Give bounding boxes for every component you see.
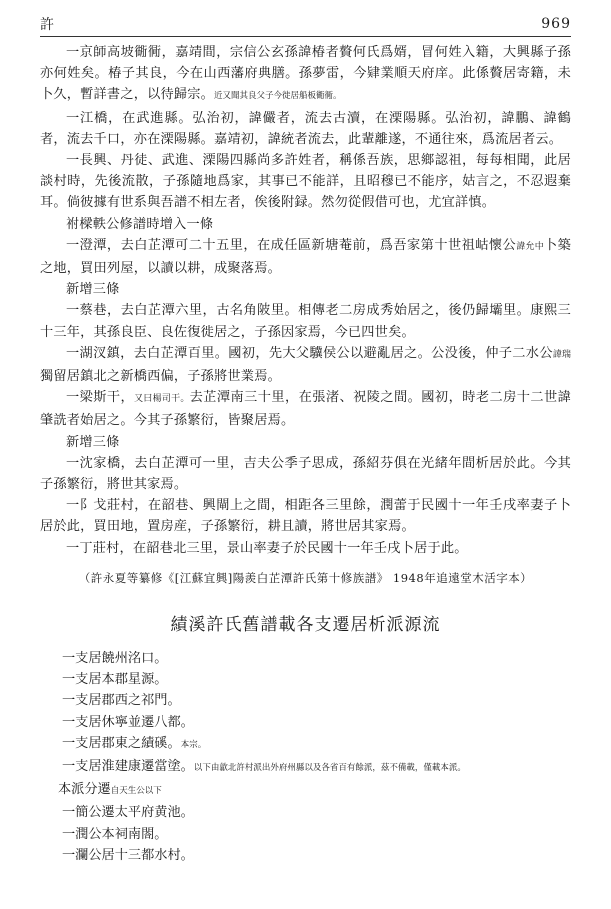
paragraph-text: 卜築之地，買田列屋，以讀以耕，成聚落焉。 bbox=[40, 237, 571, 277]
header-rule bbox=[40, 36, 571, 37]
running-title: 許 bbox=[40, 17, 55, 33]
list-item-text: 一支居淮建康遷當塗。 bbox=[62, 759, 194, 775]
paragraph-huchazhen bbox=[40, 343, 571, 387]
paragraph-four-counties: 一長興、丹徒、武進、溧陽四縣尚多許姓者，稱係吾族，思鄉認祖，每每相聞，此居談村時，先後流散，子孫隨地爲家，其事已不能詳，且昭穆已不能序，姑言之，不忍遐棄耳。倘彼據有世系與吾譜不相左者，俟後附録。然勿從假借可也，尤宜詳慎。 bbox=[40, 153, 571, 211]
paragraph-duanzhuangcun: 一阝戈莊村，在韶巷、興閘上之間，相距各三里餘，潤蕾于民國十一年壬戌率妻子卜居於此，買田地，置房産，子孫繁衍，耕且讀，將世居其家焉。 bbox=[40, 498, 571, 535]
list-item-text: 一支居本郡星源。 bbox=[62, 672, 168, 688]
inline-note: 近又聞其良父子今徙居船板衚衕。 bbox=[214, 91, 342, 102]
running-head bbox=[40, 14, 571, 34]
list-item bbox=[62, 712, 571, 733]
source-citation: （許永夏等纂修《[江蘇宜興]陽羨白芷潭許氏第十修族譜》 1948年追遠堂木活字本） bbox=[78, 571, 533, 585]
paragraph-text: 一京師高坡衚衕，嘉靖間，宗信公玄孫諱椿者贅何氏爲婿，冒何姓入籍，大興縣子孫亦何姓矣。椿子其良，今在山西藩府典膳。孫夢雷，今肄業順天府庠。此係贅居寄籍，未卜久，暫詳書之，以待歸宗。 bbox=[40, 45, 571, 103]
list-item bbox=[62, 824, 571, 845]
inline-note: 諱瑞 bbox=[552, 349, 571, 360]
list-item-note: 本宗。 bbox=[180, 739, 207, 750]
list-item-text: 一支居饒州洺口。 bbox=[62, 651, 168, 666]
paragraph-jingshi bbox=[40, 42, 571, 108]
list-item-text: 一支居郡西之祁門。 bbox=[62, 693, 181, 709]
paragraph-dingzhuangcun: 一丁莊村，在韶巷北三里，景山率妻子於民國十一年壬戌卜居于此。 bbox=[66, 540, 468, 556]
list-item bbox=[62, 669, 571, 690]
paragraph-text: 獨留居鎮北之新橋西偏，子孫將世業焉。 bbox=[40, 369, 281, 385]
list-item-text: 一支居郡東之績磎。 bbox=[62, 735, 181, 751]
inline-note: 又曰楊司干。 bbox=[134, 394, 190, 405]
paragraph-chengtan bbox=[40, 235, 571, 279]
paragraph-text: 一湖汊鎮，去白芷潭百里。國初，先大父驥侯公以避亂居之。公没後，仲子二水公 bbox=[66, 345, 553, 361]
list-item bbox=[62, 756, 571, 779]
list-item bbox=[62, 733, 571, 756]
inline-note: 諱允中 bbox=[516, 241, 544, 252]
paragraph-shenjiaqiao: 一沈家橋，去白芷潭可一里，吉夫公季子思成，孫紹芬俱在光緒年間析居於此。今其子孫繁衍，將世其家焉。 bbox=[40, 455, 571, 493]
list-item-note: 以下由歙北許村派出外府州縣以及各省百有餘派，茲不備載，僅載本派。 bbox=[193, 763, 466, 774]
list-item-text: 一潤公本祠南閤。 bbox=[62, 826, 168, 842]
main-text bbox=[40, 42, 571, 559]
list-item bbox=[62, 802, 571, 823]
list-item bbox=[62, 690, 571, 711]
list-subheading bbox=[58, 779, 571, 802]
list-item bbox=[62, 845, 571, 866]
paragraph-jiangqiao: 一江橋，在武進縣。弘治初，諱儼者，流去古瀆，在溧陽縣。弘治初，諱鵬、諱鶴者，流去千口，亦在溧陽縣。嘉靖初，諱統者流去，此輩離遂，不通往來，爲流居者云。 bbox=[40, 110, 571, 147]
list-item-text: 一簡公遷太平府黄池。 bbox=[62, 805, 194, 821]
paragraph-liangsigan bbox=[40, 387, 571, 431]
subheading-new-three-1: 新增三條 bbox=[66, 282, 120, 298]
list-item bbox=[62, 648, 571, 669]
list-subheading-text: 本派分遷 bbox=[58, 782, 111, 798]
list-item-text: 一支居休寧並遷八都。 bbox=[62, 714, 194, 730]
list-item-text: 一瀾公居十三都水村。 bbox=[62, 847, 194, 863]
paragraph-text: 一梁斯干， bbox=[66, 390, 135, 406]
paragraph-text: 去芷潭南三十里，在張渚、祝陵之間。國初，時老二房十二世諱肇詵者始居之。今其子孫繁衍，皆聚居焉。 bbox=[40, 390, 571, 429]
branch-list bbox=[58, 648, 571, 866]
page-number: 969 bbox=[541, 16, 571, 32]
paragraph-caixiang: 一蔡巷，去白芷潭六里，古名角陂里。相傳老二房成秀始居之，後仍歸壩里。康熙三十三年，其孫良臣、良佐復徙居之，子孫因家焉，今已四世矣。 bbox=[40, 303, 571, 340]
section-title: 績溪許氏舊譜載各支遷居析派源流 bbox=[170, 615, 441, 635]
subheading-liangyi: 祔樑軼公修譜時增入一條 bbox=[66, 216, 214, 232]
list-subheading-note: 自天生公以下 bbox=[110, 786, 162, 797]
paragraph-text: 一澄潭，去白芷潭可二十五里，在成任區新塘菴前，爲吾家第十世祖岵懷公 bbox=[66, 237, 517, 253]
subheading-new-three-2: 新增三條 bbox=[66, 434, 120, 450]
